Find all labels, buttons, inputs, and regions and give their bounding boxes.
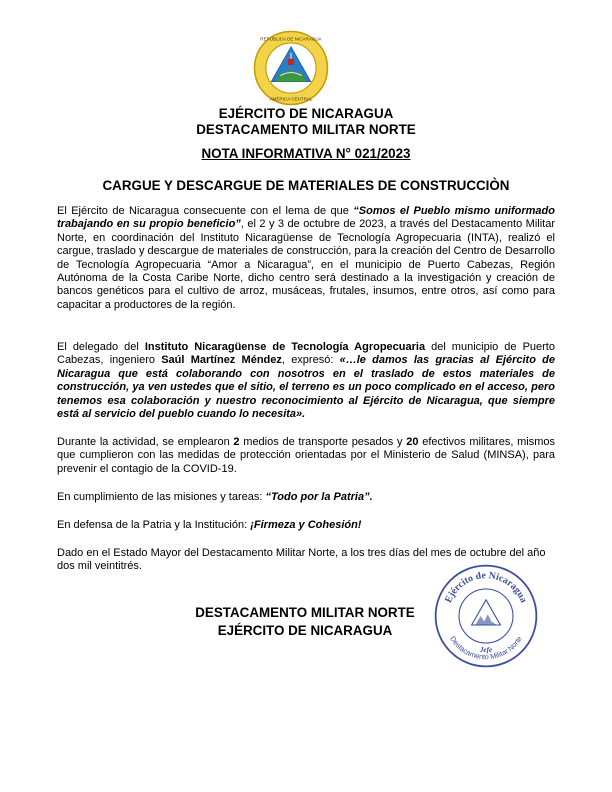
p2-text-c: del municipio de Puerto Cabezas, ingeniero [57, 341, 555, 367]
p3-text-c: medios de transporte pesados y [239, 436, 407, 448]
seal-ring-text-top: REPÚBLICA DE NICARAGUA [260, 36, 322, 42]
paragraph-4 [57, 491, 555, 504]
p2-person-name: Saúl Martínez Méndez [161, 354, 282, 367]
p2-institute-name: Instituto Nicaragüense de Tecnología Agropecuaria [144, 341, 426, 353]
official-stamp [432, 562, 540, 670]
paragraph-3 [57, 436, 555, 476]
p4-text-a: En cumplimiento de las misiones y tareas: [57, 491, 266, 503]
p6-text: Dado en el Estado Mayor del Destacamento Militar Norte, a los tres días del mes de octubre del año dos mil veintitrés. [57, 547, 546, 573]
p3-text-a: Durante la actividad, se emplearon [57, 436, 234, 448]
p2-text-a: El delegado del [57, 341, 145, 353]
nota-informativa-heading [0, 146, 612, 161]
stamp-ring-text-top: Ejército de Nicaragua [442, 570, 530, 605]
nota-number: NOTA INFORMATIVA N° 021/2023 [201, 146, 411, 161]
stamp-center-label: Jefe [479, 646, 493, 654]
paragraph-2 [57, 341, 555, 421]
p4-motto: “Todo por la Patria”. [265, 491, 373, 503]
p2-quote: «…le damos las gracias al Ejército de Nicaragua que está colaborando con nosotros en el traslado de estos materiales de construcción, ya ven ustedes que el sitio, el terreno es un poco complicado en el acceso, pero tenemos esa colaboración y nuestro reconocimiento al Ejército de Nicaragua, que siempre está al servicio del pueblo cuando lo necesita». [57, 354, 556, 421]
p2-text-e: , expresó: [281, 354, 340, 367]
p3-text-e: efectivos militares, mismos que cumplieron con las medidas de protección orientadas por el Ministerio de Salud (MINSA), para prevenir el contagio de la COVID-19. [57, 436, 555, 475]
p3-personnel-count: 20 [406, 436, 419, 448]
header-line-1: EJÉRCITO DE NICARAGUA [218, 106, 394, 121]
stamp-ring-text-bottom: Destacamento Militar Norte [448, 634, 524, 662]
document-title: CARGUE Y DESCARGUE DE MATERIALES DE CONSTRUCCIÒN [102, 178, 510, 193]
p5-motto: ¡Firmeza y Cohesión! [250, 519, 362, 531]
p5-text-a: En defensa de la Patria y la Institución: [57, 519, 251, 531]
paragraph-5 [57, 519, 555, 532]
p1-slogan: “Somos el Pueblo mismo uniformado trabajando en su propio beneficio” [57, 205, 555, 231]
seal-ring-text-bottom: AMÉRICA CENTRAL [269, 96, 313, 102]
signature-line-2: EJÉRCITO DE NICARAGUA [217, 623, 393, 638]
p1-text-a: El Ejército de Nicaragua consecuente con el lema de que [57, 205, 354, 217]
p1-text-c: , el 2 y 3 de octubre de 2023, a través del Destacamento Militar Norte, en coordinación del Instituto Nicaragüense de Tecnología Agropecuaria (INTA), realizó el cargue, traslado y descargue de materiales de construcción, para la creación del Centro de Desarrollo de Tecnología Agropecuaria “Amor a Nicaragua”, en el municipio de Puerto Cabezas, Región Autónoma de la Costa Caribe Norte, dicho centro será destinado a la investigación y creación de bancos genéticos para el cultivo de arroz, musáceas, frutales, insumos, entre otros, así como para capacitar a productores de la región. [57, 218, 555, 311]
header-line-2: DESTACAMENTO MILITAR NORTE [196, 122, 416, 137]
signature-line-1: DESTACAMENTO MILITAR NORTE [195, 605, 415, 620]
nicaragua-seal-logo [253, 30, 329, 106]
p3-vehicle-count: 2 [233, 436, 240, 448]
paragraph-1 [57, 205, 555, 312]
